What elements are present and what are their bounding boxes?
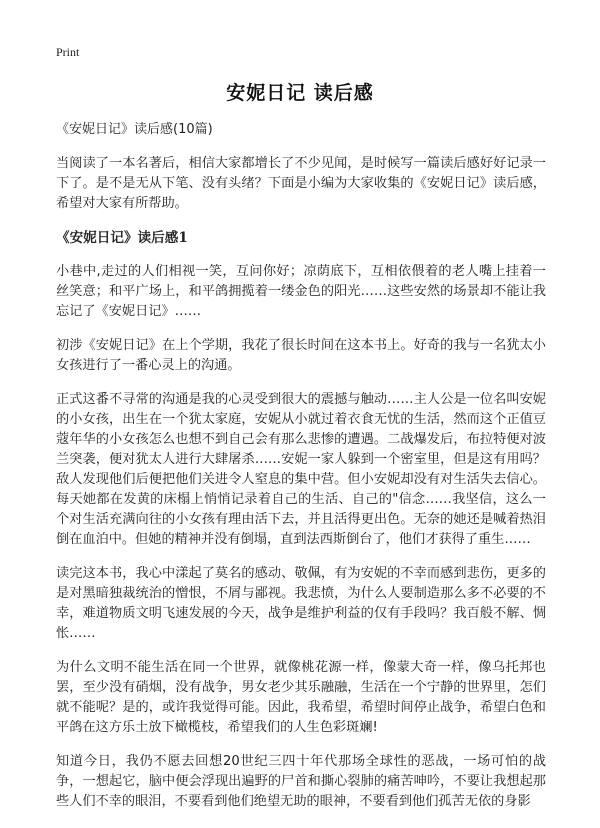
body-paragraph-2: 初涉《安妮日记》在上个学期，我花了很长时间在这本书上。好奇的我与一名犹太小女孩进行了一番心灵上的沟通。 [56, 338, 546, 373]
section-heading: 《安妮日记》读后感1 [56, 230, 188, 246]
document-title: 安妮日记 读后感 [226, 82, 374, 104]
body-paragraph-3: 正式这番不寻常的沟通是我的心灵受到很大的震撼与触动……主人公是一位名叫安妮的小女孩，出生在一个犹太家庭，安妮从小就过着衣食无忧的生活，然而这个正值豆蔻年华的小女孩怎么也想不到自己会有那么悲惨的遭遇。二战爆发后，布拉特便对波兰突袭，便对犹太人进行大肆屠杀……安妮一家人躲到一个密室里，但是这有用吗？敌人发现他们后便把他们关进令人窒息的集中营。但小安妮却没有对生活失去信心。每天她都在发黄的床榻上悄悄记录着自己的生活、自己的"信念……我坚信，这么一个对生活充满向往的小女孩有理由活下去，并且活得更出色。无奈的她还是喊着热泪倒在血泊中。但她的精神并没有倒塌，直到法西斯倒台了，他们才获得了重生…… [56, 392, 546, 547]
body-paragraph-4: 读完这本书，我心中漾起了莫名的感动、敬佩，有为安妮的不幸而感到悲伤，更多的是对黑暗独裁统治的憎恨，不屑与鄙视。我悲愤，为什么人要制造那么多不必要的不幸，难道物质文明飞速发展的今天，战争是维护利益的仅有手段吗？我百般不解、惆怅…… [56, 566, 546, 641]
body-paragraph-5: 为什么文明不能生活在同一个世界，就像桃花源一样，像蒙大奇一样，像乌托邦也罢，至少没有硝烟，没有战争，男女老少其乐融融，生活在一个宁静的世界里，怎们就不能呢？是的，或许我觉得可能。因此，我希望，希望时间停止战争，希望白色和平鸽在这方乐土放下橄榄枝，希望我们的人生色彩斑斓! [56, 660, 546, 735]
body-paragraph-1: 小巷中,走过的人们相视一笑，互问你好；凉荫底下，互相依偎着的老人嘴上挂着一丝笑意；和平广场上，和平鸽拥揽着一缕金色的阳光……这些安然的场景却不能让我忘记了《安妮日记》…… [56, 264, 546, 319]
body-paragraph-6: 知道今日，我仍不愿去回想20世纪三四十年代那场全球性的恶战，一场可怕的战争，一想起它，脑中便会浮现出遍野的尸首和撕心裂肺的痛苦呻吟，不要让我想起那些人们不幸的眼泪，不要看到他们绝望无助的眼神，不要看到他们孤苦无依的身影 [56, 754, 546, 809]
print-label: Print [56, 45, 80, 59]
document-subtitle: 《安妮日记》读后感(10篇) [56, 122, 213, 137]
document-body [56, 120, 546, 826]
intro-paragraph: 当阅读了一本名著后，相信大家都增长了不少见闻，是时候写一篇读后感好好记录一下了。是不是无从下笔、没有头绪？下面是小编为大家收集的《安妮日记》读后感，希望对大家有所帮助。 [56, 156, 546, 211]
